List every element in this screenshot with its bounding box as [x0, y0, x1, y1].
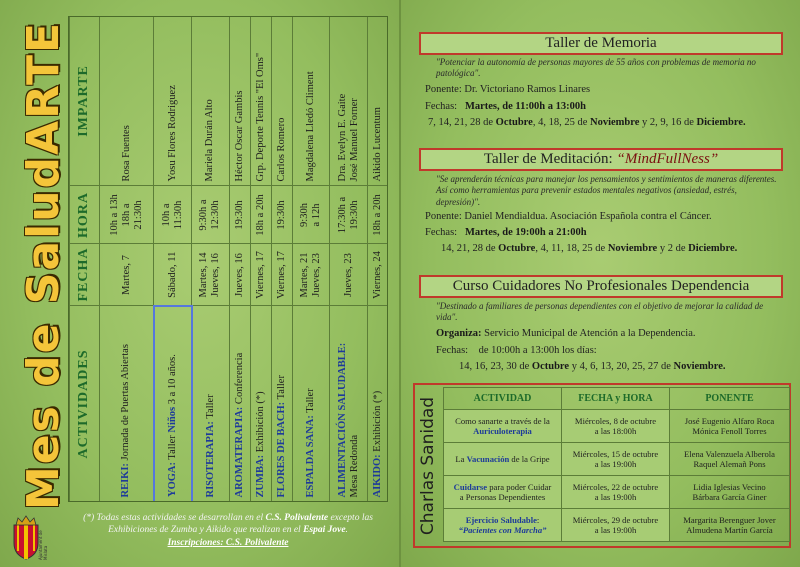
charlas-header-date: FECHA y HORA	[562, 388, 670, 410]
charla-speaker: Margarita Berenguer Jover Almudena Martín García	[670, 509, 790, 542]
meditacion-description: "Se aprenderán técnicas para manejar los pensamientos y sentimientos de maneras diferentes. Así como herramientas para prevenir estados mentales negativos (ansiedad, estrés, depresión)".	[436, 174, 777, 207]
memoria-heading: Taller de Memoria	[419, 32, 783, 55]
meditacion-fechas: Fechas: Martes, de 19:00h a 21:00h	[425, 227, 587, 238]
teacher-cell: Carlos Romero	[271, 16, 292, 186]
activity-cell: YOGA: Taller Niños 3 a 10 años.	[154, 306, 192, 502]
date-cell: Martes, 7	[100, 244, 154, 306]
date-cell: Viernes, 17	[250, 244, 271, 306]
date-cell: Viernes, 17	[271, 244, 292, 306]
schedule-row	[367, 16, 388, 502]
schedule-row	[271, 16, 292, 502]
schedule-table	[68, 16, 388, 502]
teacher-cell: Dra. Evelyn E. Gaite José Manuel Forner	[330, 16, 368, 186]
time-cell: 9:30h a 12h	[292, 186, 330, 244]
teacher-cell: Héctor Oscar Gambis	[229, 16, 250, 186]
activity-cell: RISOTERAPIA: Taller	[192, 306, 230, 502]
teacher-cell: Magdalena Lledó Climent	[292, 16, 330, 186]
charla-topic: Cuidarse para poder Cuidar a Personas Dependientes	[444, 476, 562, 509]
charlas-row	[444, 410, 790, 443]
cuidadores-description: "Destinado a familiares de personas dependientes con el objetivo de mejorar la calidad de vida".	[436, 301, 764, 323]
charla-speaker: José Eugenio Alfaro Roca Mónica Fenoll Torres	[670, 410, 790, 443]
charlas-header-row	[444, 388, 790, 410]
memoria-ponente: Ponente: Dr. Victoriano Ramos Linares	[425, 84, 591, 95]
activity-cell: ALIMENTACIÓN SALUDABLE: Mesa Redonda	[330, 306, 368, 502]
charla-topic: Como sanarte a través de la Auriculoterapia	[444, 410, 562, 443]
header-time: HORA	[70, 186, 100, 244]
time-cell: 17:30h a 19:30h	[330, 186, 368, 244]
time-cell: 18h a 20h	[367, 186, 388, 244]
memoria-dates: 7, 14, 21, 28 de Octubre, 4, 18, 25 de Noviembre y 2, 9, 16 de Diciembre.	[428, 117, 746, 128]
activity-cell: ESPALDA SANA: Taller	[292, 306, 330, 502]
schedule-row	[229, 16, 250, 502]
charla-topic: Ejercicio Saludable: “Pacientes con Marcha”	[444, 509, 562, 542]
charlas-header-speaker: PONENTE	[670, 388, 790, 410]
schedule-row	[192, 16, 230, 502]
schedule-row	[330, 16, 368, 502]
charla-topic: La Vacunación de la Gripe	[444, 443, 562, 476]
charla-date: Miércoles, 29 de octubre a las 19:00h	[562, 509, 670, 542]
memoria-fechas: Fechas: Martes, de 11:00h a 13:00h	[425, 101, 586, 112]
schedule-header-row	[70, 16, 100, 502]
schedule-row	[154, 16, 192, 502]
schedule-row	[292, 16, 330, 502]
time-cell: 19:30h	[271, 186, 292, 244]
date-cell: Jueves, 23	[330, 244, 368, 306]
schedule-row	[250, 16, 271, 502]
charlas-header-activity: ACTIVIDAD	[444, 388, 562, 410]
teacher-cell: Mariela Durán Alto	[192, 16, 230, 186]
charlas-table	[443, 387, 790, 542]
activity-cell: FLORES DE BACH: Taller	[271, 306, 292, 502]
date-cell: Martes, 21 Jueves, 23	[292, 244, 330, 306]
memoria-description: "Potenciar la autonomía de personas mayores de 55 años con problemas de memoria no patológica".	[436, 57, 756, 79]
footnote: (*) Todas estas actividades se desarrollan en el C.S. Polivalente excepto las Exhibiciones de Zumba y Aikido que realizan en el Espai Jove. Inscripciones: C.S. Polivalente	[83, 513, 373, 548]
cuidadores-organiza: Organiza: Servicio Municipal de Atención a la Dependencia.	[436, 328, 696, 339]
header-activity: ACTIVIDADES	[70, 306, 100, 502]
teacher-cell: Rosa Fuentes	[100, 16, 154, 186]
activity-cell: REIKI: Jornada de Puertas Abiertas	[100, 306, 154, 502]
charlas-row	[444, 443, 790, 476]
meditacion-ponente: Ponente: Daniel Mendialdua. Asociación Española contra el Cáncer.	[425, 211, 712, 222]
inscriptions-text: Inscripciones: C.S. Polivalente	[167, 537, 289, 548]
charla-date: Miércoles, 22 de octubre a las 19:00h	[562, 476, 670, 509]
teacher-cell: Grp. Deporte Tennis "El Oms"	[250, 16, 271, 186]
teacher-cell: Yosu Flores Rodriguez	[154, 16, 192, 186]
charla-date: Miércoles, 15 de octubre a las 19:00h	[562, 443, 670, 476]
header-teacher: IMPARTE	[70, 16, 100, 186]
cuidadores-fechas: Fechas: de 10:00h a 13:00h los días:	[436, 345, 597, 356]
charla-date: Miércoles, 8 de octubre a las 18:00h	[562, 410, 670, 443]
schedule-row	[100, 16, 154, 502]
crest-caption: Ajuntament de Mislata	[38, 530, 48, 560]
date-cell: Jueves, 16	[229, 244, 250, 306]
time-cell: 10h a 11:30h	[154, 186, 192, 244]
activity-cell: ZUMBA: Exhibición (*)	[250, 306, 271, 502]
header-date: FECHA	[70, 244, 100, 306]
date-cell: Sábado, 11	[154, 244, 192, 306]
teacher-cell: Aikido Lucentum	[367, 16, 388, 186]
time-cell: 9:30h a 12:30h	[192, 186, 230, 244]
charlas-sanidad-box	[413, 383, 791, 548]
charlas-label: Charlas Sanidad	[418, 396, 439, 535]
cuidadores-heading: Curso Cuidadores No Profesionales Dependencia	[419, 275, 783, 298]
charla-speaker: Lidia Iglesias Vecino Bárbara García Giner	[670, 476, 790, 509]
meditacion-dates: 14, 21, 28 de Octubre, 4, 11, 18, 25 de Noviembre y 2 de Diciembre.	[441, 243, 738, 254]
charlas-row	[444, 476, 790, 509]
charlas-row	[444, 509, 790, 542]
date-cell: Martes, 14 Jueves, 16	[192, 244, 230, 306]
cuidadores-dates: 14, 16, 23, 30 de Octubre y 4, 6, 13, 20, 25, 27 de Noviembre.	[459, 361, 726, 372]
brochure-title: Mes de SaludARTE	[18, 20, 70, 510]
activity-cell: AIKIDO: Exhibición (*)	[367, 306, 388, 502]
charla-speaker: Elena Valenzuela Alberola Raquel Alemañ Pons	[670, 443, 790, 476]
time-cell: 10h a 13h 18h a 21:30h	[100, 186, 154, 244]
date-cell: Viernes, 24	[367, 244, 388, 306]
time-cell: 19:30h	[229, 186, 250, 244]
activity-cell: AROMATERAPIA: Conferencia	[229, 306, 250, 502]
meditacion-heading: Taller de Meditación: “MindFullNess”	[419, 148, 783, 171]
time-cell: 18h a 20h	[250, 186, 271, 244]
